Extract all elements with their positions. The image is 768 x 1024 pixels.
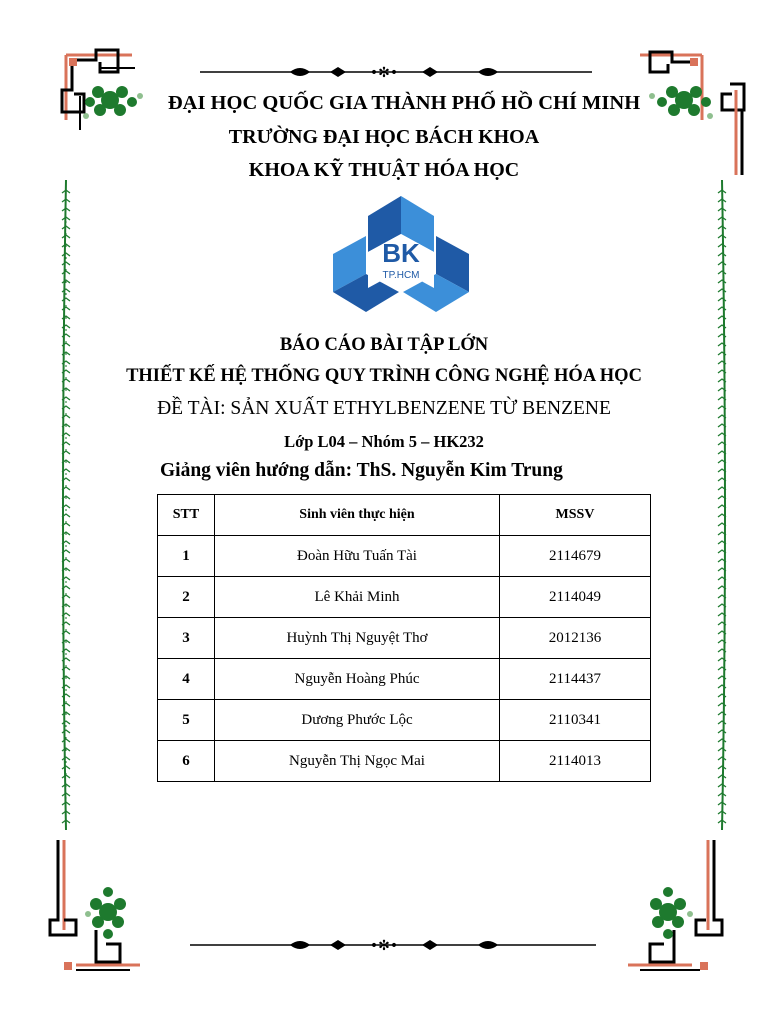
cell-mssv: 2110341 bbox=[500, 700, 651, 741]
table-row bbox=[158, 536, 651, 577]
table-row bbox=[158, 741, 651, 782]
table-row bbox=[158, 659, 651, 700]
vine-leaf-mark bbox=[62, 298, 70, 301]
vine-leaf-mark bbox=[718, 253, 726, 256]
school-heading: TRƯỜNG ĐẠI HỌC BÁCH KHOA bbox=[228, 126, 540, 148]
vine-leaf-mark bbox=[718, 262, 726, 265]
vine-leaf-mark bbox=[62, 757, 70, 760]
cell-stt: 6 bbox=[158, 741, 215, 782]
svg-text:•✻•: •✻• bbox=[369, 65, 399, 81]
vine-leaf-mark bbox=[718, 766, 726, 769]
cell-mssv: 2114679 bbox=[500, 536, 651, 577]
vine-leaf-mark bbox=[62, 730, 70, 733]
cell-student-name: Huỳnh Thị Nguyệt Thơ bbox=[215, 618, 500, 659]
header-stt: STT bbox=[158, 495, 215, 536]
university-heading: ĐẠI HỌC QUỐC GIA THÀNH PHỐ HỒ CHÍ MINH bbox=[167, 92, 641, 114]
vine-leaf-mark bbox=[718, 280, 726, 283]
bk-logo bbox=[333, 196, 469, 312]
cell-student-name: Lê Khải Minh bbox=[215, 577, 500, 618]
header-student: Sinh viên thực hiện bbox=[215, 495, 500, 536]
instructor-line: Giảng viên hướng dẫn: ThS. Nguyễn Kim Trung bbox=[160, 460, 563, 481]
topic-title: ĐỀ TÀI: SẢN XUẤT ETHYLBENZENE TỪ BENZENE bbox=[157, 398, 611, 419]
cell-mssv: 2114049 bbox=[500, 577, 651, 618]
cell-student-name: Dương Phước Lộc bbox=[215, 700, 500, 741]
vine-leaf-mark bbox=[62, 721, 70, 724]
report-type: BÁO CÁO BÀI TẬP LỚN bbox=[279, 335, 489, 355]
course-title: THIẾT KẾ HỆ THỐNG QUY TRÌNH CÔNG NGHỆ HÓA HỌC bbox=[126, 366, 642, 386]
vine-leaf-mark bbox=[718, 244, 726, 247]
cell-stt: 3 bbox=[158, 618, 215, 659]
vine-leaf-mark bbox=[718, 748, 726, 751]
vine-leaf-mark bbox=[718, 271, 726, 274]
vine-leaf-mark bbox=[718, 721, 726, 724]
table-header-row bbox=[158, 495, 651, 536]
table-row bbox=[158, 577, 651, 618]
vine-leaf-mark bbox=[62, 253, 70, 256]
cell-mssv: 2012136 bbox=[500, 618, 651, 659]
cell-student-name: Nguyễn Thị Ngọc Mai bbox=[215, 741, 500, 782]
faculty-heading: KHOA KỸ THUẬT HÓA HỌC bbox=[248, 159, 520, 181]
vine-leaf-mark bbox=[718, 289, 726, 292]
cell-student-name: Nguyễn Hoàng Phúc bbox=[215, 659, 500, 700]
table-row bbox=[158, 700, 651, 741]
vine-leaf-mark bbox=[62, 271, 70, 274]
vine-leaf-mark bbox=[62, 262, 70, 265]
cell-mssv: 2114437 bbox=[500, 659, 651, 700]
vine-leaf-mark bbox=[62, 739, 70, 742]
table-row bbox=[158, 618, 651, 659]
cell-stt: 2 bbox=[158, 577, 215, 618]
cell-mssv: 2114013 bbox=[500, 741, 651, 782]
vine-leaf-mark bbox=[718, 298, 726, 301]
cell-stt: 5 bbox=[158, 700, 215, 741]
cell-stt: 1 bbox=[158, 536, 215, 577]
leaf-cluster-bottom-left bbox=[85, 887, 126, 939]
cell-stt: 4 bbox=[158, 659, 215, 700]
vine-leaf-mark bbox=[62, 766, 70, 769]
logo-text-sub: TP.HCM bbox=[382, 270, 420, 281]
leaf-cluster-bottom-right bbox=[650, 887, 693, 939]
vine-leaf-mark bbox=[718, 739, 726, 742]
vine-leaf-mark bbox=[62, 289, 70, 292]
top-ornament-rule bbox=[200, 65, 592, 81]
header-mssv: MSSV bbox=[500, 495, 651, 536]
cell-student-name: Đoàn Hữu Tuấn Tài bbox=[215, 536, 500, 577]
logo-text-main: BK bbox=[382, 238, 420, 268]
vine-leaf-mark bbox=[718, 757, 726, 760]
class-group-line: Lớp L04 – Nhóm 5 – HK232 bbox=[284, 432, 484, 451]
members-table bbox=[157, 494, 651, 782]
svg-text:•✻•: •✻• bbox=[369, 938, 399, 954]
bottom-ornament-rule bbox=[190, 938, 596, 954]
vine-leaf-mark bbox=[718, 730, 726, 733]
